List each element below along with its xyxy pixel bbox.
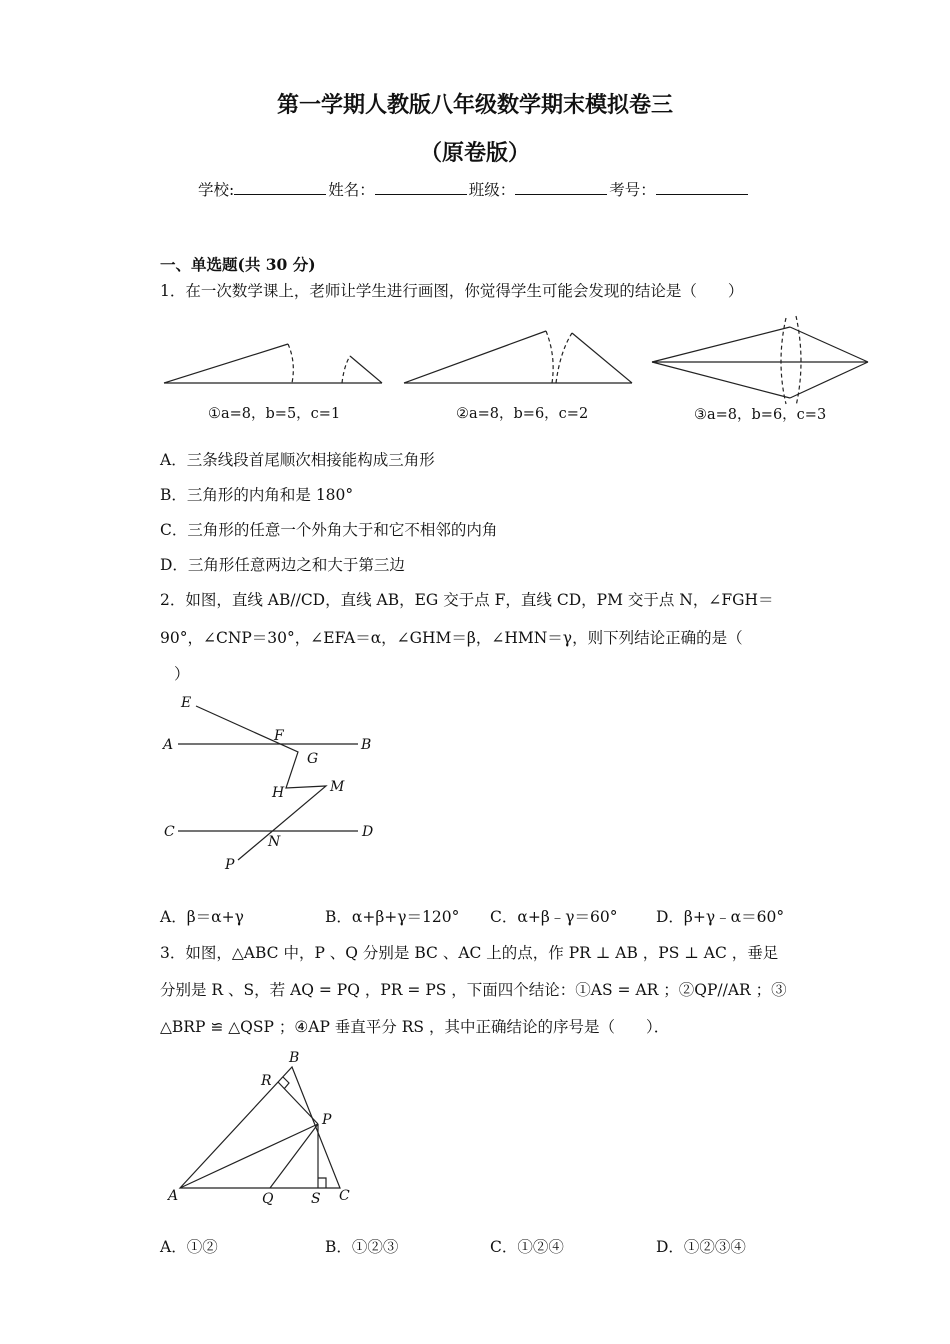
q2-label-h: H (272, 785, 285, 801)
q3-right-angle-s (318, 1178, 326, 1188)
q1-fig3-caption: ③a=8，b=6，c=3 (694, 407, 827, 423)
q1-option-b[interactable]: B．三角形的内角和是 180° (160, 486, 354, 504)
q3-stem-line2: 分别是 R 、S，若 AQ = PQ ，PR = PS ，下面四个结论：①AS = AR ；②QP//AR ；③ (160, 981, 787, 999)
q3-label-p: P (322, 1112, 332, 1128)
q3-segment-qp (270, 1124, 318, 1188)
q3-option-d[interactable]: D．①②③④ (656, 1238, 746, 1256)
q1-option-c[interactable]: C．三角形的任意一个外角大于和它不相邻的内角 (160, 521, 498, 539)
q3-segment-ap (180, 1124, 318, 1188)
q1-option-a[interactable]: A．三条线段首尾顺次相接能构成三角形 (160, 451, 435, 469)
field-class-label: 班级： (468, 181, 516, 199)
q3-label-s: S (311, 1191, 321, 1207)
q1-fig2-caption: ②a=8，b=6，c=2 (456, 406, 589, 422)
field-id-label: 考号： (609, 181, 656, 199)
q3-label-q: Q (262, 1191, 274, 1207)
q3-option-b[interactable]: B．①②③ (325, 1238, 399, 1256)
q3-label-b: B (289, 1050, 300, 1066)
q2-label-f: F (274, 728, 284, 744)
q1-fig1-caption: ①a=8，b=5，c=1 (208, 406, 341, 422)
field-school-label: 学校: (198, 181, 235, 199)
q1-stem: 1．在一次数学课上，老师让学生进行画图，你觉得学生可能会发现的结论是（ ） (160, 282, 744, 300)
q2-label-b: B (361, 737, 372, 753)
q3-label-a: A (168, 1188, 179, 1204)
q2-option-b[interactable]: B．α+β+γ＝120° (325, 908, 460, 926)
q3-option-c[interactable]: C．①②④ (490, 1238, 564, 1256)
q2-label-c: C (164, 824, 175, 840)
q2-option-d[interactable]: D．β+γ﹣α＝60° (656, 908, 785, 926)
q2-label-g: G (307, 751, 319, 767)
q3-label-r: R (261, 1073, 272, 1089)
field-name-label: 姓名： (328, 181, 375, 199)
q3-right-angle-r (283, 1077, 289, 1089)
q2-stem-line2: 90°，∠CNP＝30°，∠EFA＝α，∠GHM＝β，∠HMN＝γ，则下列结论正确的是（ (160, 629, 743, 647)
q2-option-c[interactable]: C．α+β﹣γ＝60° (490, 908, 618, 926)
q2-label-e: E (181, 695, 192, 711)
q3-label-c: C (339, 1188, 350, 1204)
section-heading: 一、单选题(共 30 分) (160, 255, 316, 274)
page-title: 第一学期人教版八年级数学期末模拟卷三 (276, 93, 673, 118)
q2-stem-line3: ） (174, 665, 190, 683)
q2-option-a[interactable]: A．β＝α+γ (160, 908, 244, 926)
q2-label-d: D (362, 824, 374, 840)
page-subtitle: （原卷版） (419, 141, 530, 166)
q2-stem-line1: 2．如图，直线 AB//CD，直线 AB，EG 交于点 F，直线 CD，PM 交于点 N，∠FGH＝ (160, 591, 774, 609)
q1-option-d[interactable]: D．三角形任意两边之和大于第三边 (160, 556, 405, 574)
q3-stem-line1: 3．如图，△ABC 中，P 、Q 分别是 BC 、AC 上的点，作 PR ⊥ AB ，PS ⊥ AC ，垂足 (160, 944, 779, 962)
q2-label-m: M (330, 779, 345, 795)
q3-stem-line3: △BRP ≌ △QSP ；④AP 垂直平分 RS ，其中正确结论的序号是（ ）． (160, 1018, 670, 1036)
q2-label-a: A (163, 737, 174, 753)
q3-option-a[interactable]: A．①② (160, 1238, 218, 1256)
q2-label-p: P (225, 857, 235, 873)
q2-label-n: N (268, 834, 281, 850)
